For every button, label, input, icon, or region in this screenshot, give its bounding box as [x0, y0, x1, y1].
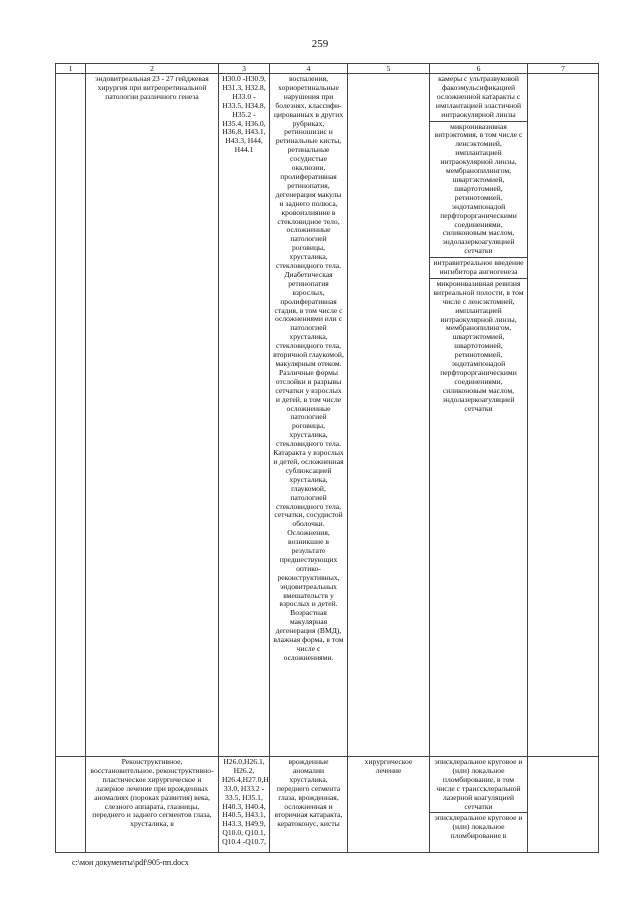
- row1-intervention-cell: эндовитреальная 23 - 27 гейджевая хирургия при витреоретинальной патологии различного генеза: [86, 74, 219, 757]
- procedures-table: [55, 63, 599, 853]
- row2-cost-cell: [528, 757, 599, 853]
- table-row: [56, 757, 599, 853]
- row2-methods-cell: [430, 757, 528, 853]
- row1-diagnosis-cell: воспаления, хориоретинальные нарушения при болезнях, классифи-цированных в других рубриках, ретиношизис и ретинальные кисты, ретинальные сосудистые окклюзии, пролиферативная ретинопатия, дегенерация макулы и заднего полюса, кровоизлияние в стекловидное тело, осложненные патологией роговицы, хрусталика, стекловидного тела. Диабетическая ретинопатия взрослых, пролиферативная стадия, в том числе с осложнениями или с патологией хрусталика, стекловидного тела, вторичной глаукомой, макулярным отеком. Различные формы отслойки и разрывы сетчатки у взрослых и детей, в том числе осложненные патологией роговицы, хрусталика, стекловидного тела. Катаракта у взрослых и детей, осложненная сублюксацией хрусталика, глаукомой, патологией стекловидного тела, сетчатки, сосудистой оболочки. Осложнения, возникшие в результате предшествующих оптико-реконструктивных, эндовитреальных вмешательств у взрослых и детей. Возрастная макулярная дегенерация (ВМД), влажная форма, в том числе с осложнениями.: [270, 74, 348, 757]
- row2-method-item: эписклеральное круговое и (или) локальное пломбирование, в том числе с транссклеральной лазерной коагуляцией сетчатки: [430, 757, 527, 813]
- row2-number-cell: [56, 757, 86, 853]
- row2-diagnosis-cell: врожденные аномалии хрусталика, переднего сегмента глаза, врожденная, осложненная и вторичная катаракта, кератоконус, кисты: [270, 757, 348, 853]
- table-header-row: [56, 64, 599, 74]
- header-cell-2: 2: [86, 64, 219, 74]
- header-cell-4: 4: [270, 64, 348, 74]
- header-cell-7: 7: [528, 64, 599, 74]
- file-path-footer: c:\мои документы\pdf\905-пп.docx: [72, 858, 189, 867]
- row1-method-item: микроинвазивная ревизия витреальной полости, в том числе с ленсэктомией, имплантацией интраокулярной линзы, мембранопилингом, швартэктомией, швартотомией, ретинотомией, эндотампонадой перфторорганическими соединениями, силиконовым маслом, эндолазеркоагуляцией сетчатки: [433, 278, 524, 413]
- row1-methods-cell: [430, 74, 528, 757]
- row2-treatment-type-cell: хирургическое лечение: [348, 757, 430, 853]
- row1-method-item: интравитреальное введение ингибитора ангиогенеза: [430, 258, 527, 279]
- header-cell-5: 5: [348, 64, 430, 74]
- header-cell-6: 6: [430, 64, 528, 74]
- row2-method-item: эписклеральное круговое и (или) локальное пломбирование в: [434, 813, 523, 841]
- row1-method-item: микроинвазивная витрэктомия, в том числе с ленсэктомией, имплантацией интраокулярной линзы, мембранопилингом, швартэктомией, швартотомией, ретинотомией, эндотампонадой перфторорганическими соединениями, силиконовым маслом, эндолазеркоагуляцией сетчатки: [430, 122, 527, 259]
- header-cell-1: 1: [56, 64, 86, 74]
- row2-intervention-cell: Реконструктивное, восстановительное, реконструктивно-пластическое хирургическое и лазерное лечение при врожденных аномалиях (пороках развития) века, слезного аппарата, глазницы, переднего и заднего сегментов глаза, хрусталика, в: [86, 757, 219, 853]
- row2-icd-codes-cell: H26.0,H26.1, H26.2, H26.4,H27.0,H 33.0, H33.2 - 33.5, H35.1, H40.3, H40.4, H40.5, H43.1, H43.3, H49.9, Q10.0, Q10.1, Q10.4 -Q10.7,: [219, 757, 270, 853]
- table-row: [56, 74, 599, 757]
- page-number: 259: [311, 38, 329, 50]
- row1-number-cell: [56, 74, 86, 757]
- row1-method-item: камеры с ультразвуковой факоэмульсификацией осложненной катаракты с имплантацией эластичной интраокулярной линзы: [430, 74, 527, 122]
- header-cell-3: 3: [219, 64, 270, 74]
- row1-treatment-type-cell: [348, 74, 430, 757]
- row1-icd-codes-cell: H30.0 -H30.9, H31.3, H32.8, H33.0 - H33.5, H34.8, H35.2 - H35.4, H36.0, H36.8, H43.1, H43.3, H44, H44.1: [219, 74, 270, 757]
- row1-cost-cell: [528, 74, 599, 757]
